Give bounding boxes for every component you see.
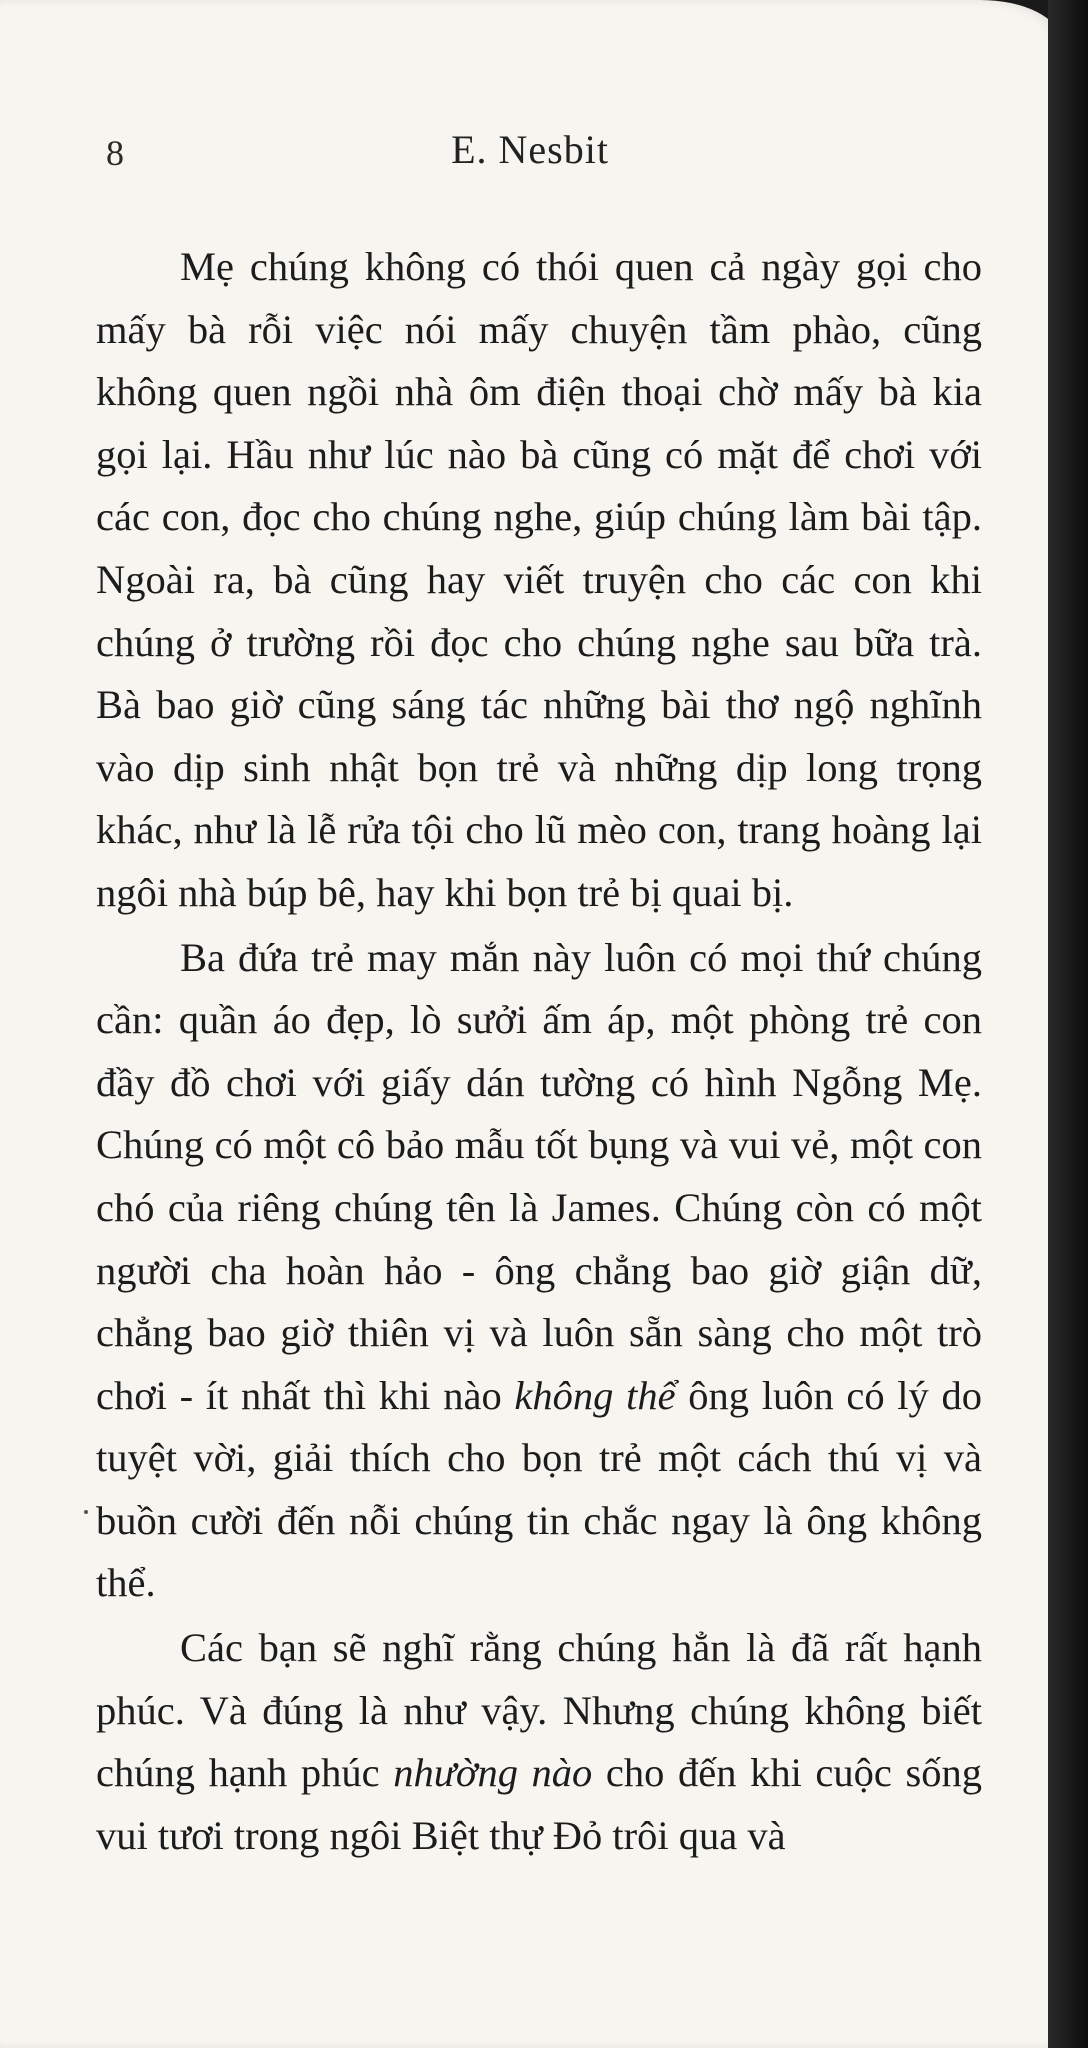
- paragraph-2-text-a: Ba đứa trẻ may mắn này luôn có mọi thứ chúng cần: quần áo đẹp, lò sưởi ấm áp, một phòng trẻ con đầy đồ chơi với giấy dán tường có hình Ngỗng Mẹ. Chúng có một cô bảo mẫu tốt bụng và vui vẻ, một con chó của riêng chúng tên là James. Chúng còn có một người cha hoàn hảo - ông chẳng bao giờ giận dữ, chẳng bao giờ thiên vị và luôn sẵn sàng cho một trò chơi - ít nhất thì khi nào: [96, 934, 982, 1418]
- paragraph-3-text-a: Các bạn sẽ nghĩ rằng chúng hẳn là đã rất hạnh phúc. Và đúng là như vậy. Nhưng chúng không biết chúng hạnh phúc: [96, 1625, 982, 1796]
- paragraph-2-text-b: ông luôn có lý do tuyệt vời, giải thích cho bọn trẻ một cách thú vị và buồn cười đến nỗi chúng tin chắc ngay là ông không thể.: [96, 1372, 982, 1606]
- paragraph-3: [96, 1617, 982, 1867]
- body-text: [96, 236, 982, 1867]
- paragraph-1: [96, 236, 982, 925]
- paragraph-2: [96, 927, 982, 1616]
- book-edge-shadow: [1048, 0, 1088, 2048]
- page-number: 8: [106, 133, 124, 173]
- paragraph-3-italic: nhường nào: [393, 1750, 593, 1796]
- running-title: E. Nesbit: [451, 127, 609, 172]
- paper-speck: [84, 1510, 88, 1514]
- paragraph-3-text-b: cho đến khi cuộc sống vui tươi trong ngôi Biệt thự Đỏ trôi qua và: [96, 1750, 982, 1858]
- paragraph-1-text: Mẹ chúng không có thói quen cả ngày gọi cho mấy bà rỗi việc nói mấy chuyện tầm phào, cũng không quen ngồi nhà ôm điện thoại chờ mấy bà kia gọi lại. Hầu như lúc nào bà cũng có mặt để chơi với các con, đọc cho chúng nghe, giúp chúng làm bài tập. Ngoài ra, bà cũng hay viết truyện cho các con khi chúng ở trường rồi đọc cho chúng nghe sau bữa trà. Bà bao giờ cũng sáng tác những bài thơ ngộ nghĩnh vào dịp sinh nhật bọn trẻ và những dịp long trọng khác, như là lễ rửa tội cho lũ mèo con, trang hoàng lại ngôi nhà búp bê, hay khi bọn trẻ bị quai bị.: [96, 244, 982, 915]
- paragraph-2-italic: không thể: [514, 1372, 676, 1418]
